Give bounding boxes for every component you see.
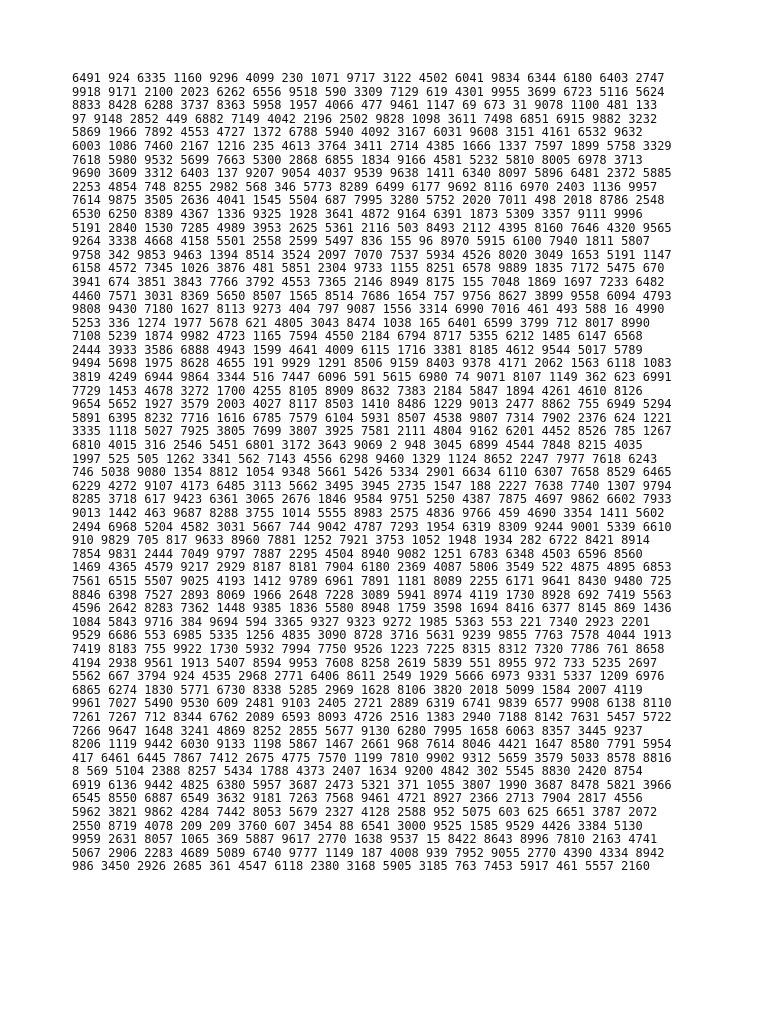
text-line: 1997 525 505 1262 3341 562 7143 4556 6298 9460 1329 1124 8652 2247 7977 7618 6243 [72, 451, 658, 466]
text-line: 1469 4365 4579 9217 2929 8187 8181 7904 6180 2369 4087 5806 3549 522 4875 4895 6853 [72, 560, 672, 575]
text-line: 97 9148 2852 449 6882 7149 4042 2196 2502 9828 1098 3611 7498 6851 6915 9882 3232 [72, 111, 658, 126]
text-line: 9013 1442 463 9687 8288 3755 1014 5555 8983 2575 4836 9766 459 4690 3354 1411 5602 [72, 506, 665, 520]
text-line: 6158 4572 7345 1026 3876 481 5851 2304 9733 1155 8251 6578 9889 1835 7172 5475 670 [72, 261, 665, 276]
text-line: 5562 667 3794 924 4535 2968 2771 6406 8611 2549 1929 5666 6973 9331 5337 1209 6976 [72, 669, 665, 684]
text-line: 6919 6136 9442 4825 6380 5957 3687 2473 5321 371 1055 3807 1990 3687 8478 5821 3966 [72, 777, 672, 792]
text-line: 9808 9430 7180 1627 8113 9273 404 797 9087 1556 3314 6990 7016 461 493 588 16 4990 [72, 302, 665, 317]
text-line: 417 6461 6445 7867 7412 2675 4775 7570 1199 7810 9902 9312 5659 3579 5033 8578 8816 [72, 750, 672, 765]
text-line: 9690 3609 3312 6403 137 9207 9054 4037 9539 9638 1411 6340 8097 5896 6481 2372 5885 [72, 166, 672, 181]
text-line: 9961 7027 5490 9530 609 2481 9103 2405 2721 2889 6319 6741 9839 6577 9908 6138 8110 [72, 696, 672, 711]
text-line: 6810 4015 316 2546 5451 6801 3172 3643 9069 2 948 3045 6899 4544 7848 8215 4035 [72, 438, 643, 453]
text-line: 9529 6686 553 6985 5335 1256 4835 3090 8728 3716 5631 9239 9855 7763 7578 4044 1913 [72, 628, 672, 643]
text-line: 986 3450 2926 2685 361 4547 6118 2380 3168 5905 3185 763 7453 5917 461 5557 2160 [72, 859, 650, 874]
text-line: 5067 2906 2283 4689 5089 6740 9777 1149 187 4008 939 7952 9055 2770 4390 4334 8942 [72, 845, 665, 860]
text-line: 1084 5843 9716 384 9694 594 3365 9327 9323 9272 1985 5363 553 221 7340 2923 2201 [72, 614, 650, 629]
text-line: 6530 6250 8389 4367 1336 9325 1928 3641 4872 9164 6391 1873 5309 3357 9111 9996 [72, 206, 643, 221]
text-line: 6229 4272 9107 4173 6485 3113 5662 3495 3945 2735 1547 188 2227 7638 7740 1307 9794 [72, 478, 672, 493]
text-line: 9654 5652 1927 3579 2003 4027 8117 8503 1410 8486 1229 9013 2477 8862 755 6949 5294 [72, 397, 672, 412]
text-line: 2253 4854 748 8255 2982 568 346 5773 8289 6499 6177 9692 8116 6970 2403 1136 9957 [72, 179, 658, 194]
text-line: 8846 6398 7527 2893 8069 1966 2648 7228 3089 5941 8974 4119 1730 8928 692 7419 5563 [72, 587, 672, 602]
text-line: 5869 1966 7892 4553 4727 1372 6788 5940 4092 3167 6031 9608 3151 4161 6532 9632 [72, 125, 643, 140]
text-line: 5253 336 1274 1977 5678 621 4805 3043 8474 1038 165 6401 6599 3799 712 8017 8990 [72, 315, 650, 330]
text-line: 8 569 5104 2388 8257 5434 1788 4373 2407 1634 9200 4842 302 5545 8830 2420 8754 [72, 764, 643, 779]
text-line: 7419 8183 755 9922 1730 5932 7994 7750 9526 1223 7225 8315 8312 7320 7786 761 8658 [72, 641, 665, 656]
text-line: 5191 2840 1530 7285 4989 3953 2625 5361 2116 503 8493 2112 4395 8160 7646 4320 9565 [72, 220, 672, 235]
text-line: 910 9829 705 817 9633 8960 7881 1252 7921 3753 1052 1948 1934 282 6722 8421 8914 [72, 533, 650, 548]
text-line: 7561 6515 5507 9025 4193 1412 9789 6961 7891 1181 8089 2255 6171 9641 8430 9480 725 [72, 573, 672, 588]
text-line: 2494 6968 5204 4582 3031 5667 744 9042 4787 7293 1954 6319 8309 9244 9001 5339 6610 [72, 519, 672, 534]
text-line: 4596 2642 8283 7362 1448 9385 1836 5580 8948 1759 3598 1694 8416 6377 8145 869 1436 [72, 601, 672, 616]
text-line: 7618 5980 9532 5699 7663 5300 2868 6855 1834 9166 4581 5232 5810 8005 6978 3713 [72, 152, 643, 167]
text-line: 7261 7267 712 8344 6762 2089 6593 8093 4726 2516 1383 2940 7188 8142 7631 5457 5722 [72, 709, 672, 724]
text-line: 5962 3821 9862 4284 7442 8053 5679 2327 4128 2588 952 5075 603 625 6651 3787 2072 [72, 805, 658, 820]
text-line: 2550 8719 4078 209 209 3760 607 3454 88 6541 3000 9525 1585 9529 4426 3384 5130 [72, 818, 643, 833]
text-line: 9494 5698 1975 8628 4655 191 9929 1291 8506 9159 8403 9378 4171 2062 1563 6118 1083 [72, 356, 672, 371]
text-line: 7266 9647 1648 3241 4869 8252 2855 5677 9130 6280 7995 1658 6063 8357 3445 9237 [72, 723, 643, 738]
text-line: 7108 5239 1874 9982 4723 1165 7594 4550 2184 6794 8717 5355 6212 1485 6147 6568 [72, 329, 643, 344]
text-line: 6491 924 6335 1160 9296 4099 230 1071 9717 3122 4502 6041 9834 6344 6180 6403 2747 [72, 71, 665, 85]
text-line: 3335 1118 5027 7925 3805 7699 3807 3925 7581 2111 4804 9162 6201 4452 8526 785 1267 [72, 424, 672, 439]
text-line: 4194 2938 9561 1913 5407 8594 9953 7608 8258 2619 5839 551 8955 972 733 5235 2697 [72, 655, 658, 670]
text-line: 6003 1086 7460 2167 1216 235 4613 3764 3411 2714 4385 1666 1337 7597 1899 5758 3329 [72, 138, 672, 153]
text-line: 7729 1453 4678 3272 1700 4255 8105 8909 8632 7383 2184 5847 1894 4261 4610 8126 [72, 383, 643, 398]
text-line: 2444 3933 3586 6888 4943 1599 4641 4009 6115 1716 3381 8185 4612 9544 5017 5789 [72, 342, 643, 357]
text-line: 7854 9831 2444 7049 9797 7887 2295 4504 8940 9082 1251 6783 6348 4503 6596 8560 [72, 546, 643, 561]
text-line: 6545 8550 6887 6549 3632 9181 7263 7568 9461 4721 8927 2366 2713 7904 2817 4556 [72, 791, 643, 806]
text-line: 9264 3338 4668 4158 5501 2558 2599 5497 836 155 96 8970 5915 6100 7940 1811 5807 [72, 234, 650, 249]
text-line: 3941 674 3851 3843 7766 3792 4553 7365 2146 8949 8175 155 7048 1869 1697 7233 6482 [72, 274, 665, 289]
text-line: 9758 342 9853 9463 1394 8514 3524 2097 7070 7537 5934 4526 8020 3049 1653 5191 1147 [72, 247, 672, 262]
text-line: 9959 2631 8057 1065 369 5887 9617 2770 1638 9537 15 8422 8643 8996 7810 2163 4741 [72, 832, 658, 847]
text-line: 9918 9171 2100 2023 6262 6556 9518 590 3309 7129 619 4301 9955 3699 6723 5116 5624 [72, 84, 665, 99]
text-line: 3819 4249 6944 9864 3344 516 7447 6096 591 5615 6980 74 9071 8107 1149 362 623 6991 [72, 370, 672, 385]
text-line: 5891 6395 8232 7716 1616 6785 7579 6104 5931 8507 4538 9807 7314 7902 2376 624 1221 [72, 410, 672, 425]
text-line: 8206 1119 9442 6030 9133 1198 5867 1467 2661 968 7614 8046 4421 1647 8580 7791 5954 [72, 737, 672, 752]
number-text-block [72, 72, 712, 874]
text-line: 6865 6274 1830 5771 6730 8338 5285 2969 1628 8106 3820 2018 5099 1584 2007 4119 [72, 682, 643, 697]
text-line: 8285 3718 617 9423 6361 3065 2676 1846 9584 9751 5250 4387 7875 4697 9862 6602 7933 [72, 492, 672, 507]
text-line: 7614 9875 3505 2636 4041 1545 5504 687 7995 3280 5752 2020 7011 498 2018 8786 2548 [72, 193, 665, 208]
text-line: 8833 8428 6288 3737 8363 5958 1957 4066 477 9461 1147 69 673 31 9078 1100 481 133 [72, 98, 658, 113]
text-line: 4460 7571 3031 8369 5650 8507 1565 8514 7686 1654 757 9756 8627 3899 9558 6094 4793 [72, 288, 672, 303]
text-line: 746 5038 9080 1354 8812 1054 9348 5661 5426 5334 2901 6634 6110 6307 7658 8529 6465 [72, 465, 672, 480]
